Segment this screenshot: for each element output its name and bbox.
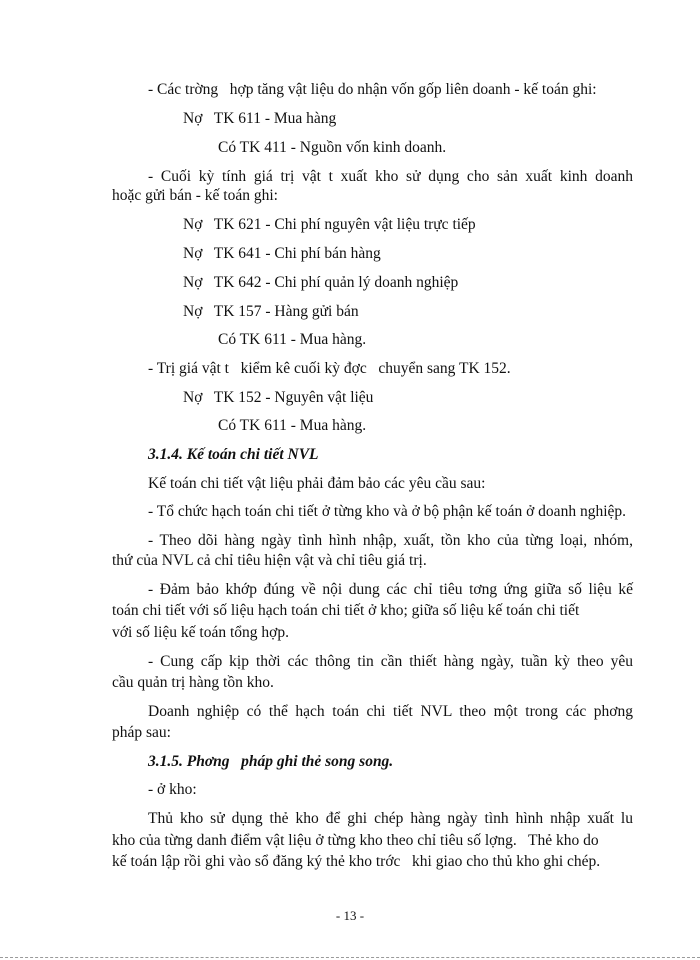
text-line: Nợ TK 641 - Chi phí bán hàng — [183, 245, 381, 262]
text-line: toán chi tiết với số liệu hạch toán chi tiết ở kho; giữa số liệu kế toán chi tiết — [112, 602, 580, 619]
text-line: kế toán lập rồi ghi vào sổ đăng ký thẻ kho trớc khi giao cho thủ kho ghi chép. — [112, 853, 601, 870]
text-line: - Trị giá vật t kiểm kê cuối kỳ đợc chuyển sang TK 152. — [148, 360, 511, 377]
text-line: Nợ TK 611 - Mua hàng — [183, 110, 337, 127]
text-line: Thủ kho sử dụng thẻ kho để ghi chép hàng ngày tình hình nhập xuất lu — [148, 810, 633, 827]
text-line: - Theo dõi hàng ngày tình hình nhập, xuất, tồn kho của từng loại, nhóm, — [148, 532, 633, 549]
text-line: - Cung cấp kịp thời các thông tin cần thiết hàng ngày, tuần kỳ theo yêu — [148, 653, 633, 670]
page-number: - 13 - — [335, 908, 365, 923]
text-line: cầu quản trị hàng tồn kho. — [112, 674, 274, 691]
text-line: - Đảm bảo khớp đúng về nội dung các chỉ tiêu tơng ứng giữa số liệu kế — [148, 581, 633, 598]
text-line: - Các trờng hợp tăng vật liệu do nhận vốn gốp liên doanh - kế toán ghi: — [148, 81, 597, 98]
text-line: thứ của NVL cả chỉ tiêu hiện vật và chỉ tiêu giá trị. — [112, 552, 427, 569]
text-line: - Cuối kỳ tính giá trị vật t xuất kho sử dụng cho sản xuất kinh doanh — [148, 168, 633, 185]
text-line: hoặc gửi bán - kế toán ghi: — [112, 187, 278, 204]
text-line: pháp sau: — [112, 724, 171, 741]
text-line: Nợ TK 157 - Hàng gửi bán — [183, 303, 359, 320]
section-heading: 3.1.4. Kế toán chi tiết NVL — [148, 446, 319, 463]
page-bottom-divider — [0, 957, 700, 958]
text-line: kho của từng danh điểm vật liệu ở từng kho theo chỉ tiêu số lợng. Thẻ kho do — [112, 832, 599, 849]
text-line: Nợ TK 621 - Chi phí nguyên vật liệu trực tiếp — [183, 216, 476, 233]
text-line: Có TK 411 - Nguồn vốn kinh doanh. — [218, 139, 447, 156]
text-line: - Tổ chức hạch toán chi tiết ở từng kho và ở bộ phận kế toán ở doanh nghiệp. — [148, 503, 627, 520]
text-line: Kế toán chi tiết vật liệu phải đảm bảo các yêu cầu sau: — [148, 475, 486, 492]
text-line: Nợ TK 642 - Chi phí quản lý doanh nghiệp — [183, 274, 459, 291]
text-line: Nợ TK 152 - Nguyên vật liệu — [183, 389, 374, 406]
text-line: với số liệu kế toán tổng hợp. — [112, 624, 289, 641]
text-line: Có TK 611 - Mua hàng. — [218, 417, 367, 434]
text-line: Có TK 611 - Mua hàng. — [218, 331, 367, 348]
section-heading: 3.1.5. Phơng pháp ghi thẻ song song. — [148, 753, 394, 770]
text-line: - ở kho: — [148, 781, 197, 798]
text-line: Doanh nghiệp có thể hạch toán chi tiết NVL theo một trong các phơng — [148, 703, 633, 720]
